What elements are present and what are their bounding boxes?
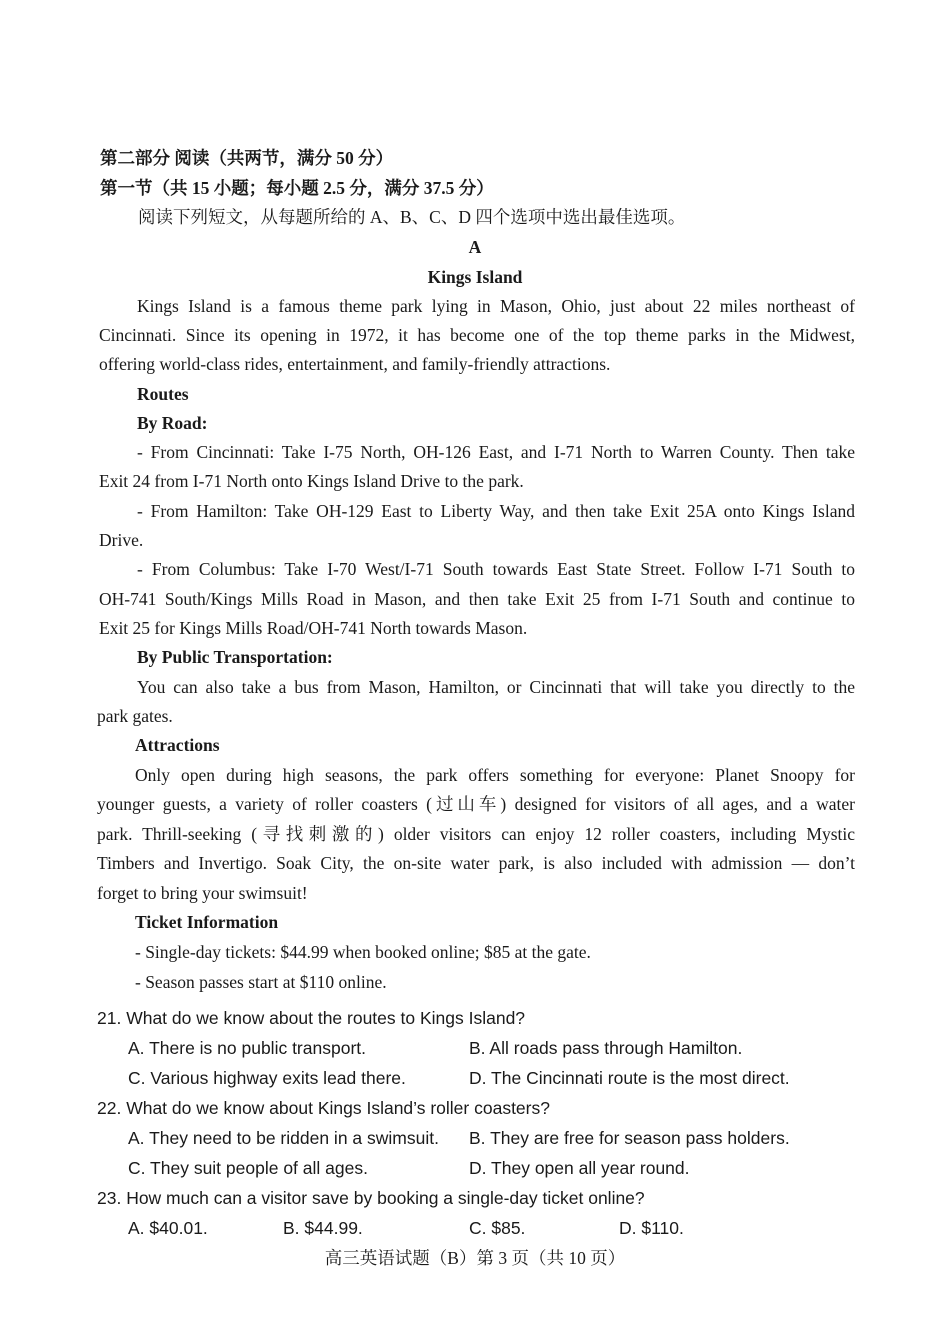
question-21-option-a[interactable]: A. There is no public transport. bbox=[128, 1038, 366, 1058]
question-23-option-c[interactable]: C. $85. bbox=[469, 1218, 526, 1238]
question-21-option-c[interactable]: C. Various highway exits lead there. bbox=[128, 1068, 406, 1088]
road-line: OH-741 South/Kings Mills Road in Mason, and then take Exit 25 from I-71 South and continue to bbox=[99, 589, 855, 609]
attraction-line: Only open during high seasons, the park offers something for everyone: Planet Snoopy for bbox=[135, 765, 855, 785]
intro-line: offering world-class rides, entertainment, and family-friendly attractions. bbox=[99, 354, 611, 374]
attraction-line: younger guests, a variety of roller coasters (过山车) designed for visitors of all ages, and a water bbox=[97, 794, 855, 814]
routes-heading: Routes bbox=[137, 384, 189, 404]
passage-title: Kings Island bbox=[427, 267, 523, 287]
road-line: - From Columbus: Take I-70 West/I-71 South towards East State Street. Follow I-71 South to bbox=[137, 559, 855, 579]
intro-line: Kings Island is a famous theme park lying in Mason, Ohio, just about 22 miles northeast of bbox=[137, 296, 855, 316]
question-22-option-d[interactable]: D. They open all year round. bbox=[469, 1158, 690, 1178]
road-line: - From Hamilton: Take OH-129 East to Liberty Way, and then take Exit 25A onto Kings Island bbox=[137, 501, 855, 521]
road-line: Exit 25 for Kings Mills Road/OH-741 North towards Mason. bbox=[99, 618, 528, 638]
instruction: 阅读下列短文，从每题所给的 A、B、C、D 四个选项中选出最佳选项。 bbox=[138, 207, 686, 227]
part-heading: 第二部分 阅读（共两节，满分 50 分） bbox=[100, 148, 394, 168]
section-heading: 第一节（共 15 小题；每小题 2.5 分，满分 37.5 分） bbox=[100, 178, 494, 198]
road-line: - From Cincinnati: Take I-75 North, OH-126 East, and I-71 North to Warren County. Then take bbox=[137, 442, 855, 462]
attraction-line: park. Thrill-seeking (寻找刺激的) older visitors can enjoy 12 roller coasters, including Mystic bbox=[97, 824, 855, 844]
question-23-stem: 23. How much can a visitor save by booking a single-day ticket online? bbox=[97, 1188, 645, 1208]
road-line: Exit 24 from I-71 North onto Kings Island Drive to the park. bbox=[99, 471, 524, 491]
ticket-heading: Ticket Information bbox=[135, 912, 279, 932]
road-line: Drive. bbox=[99, 530, 144, 550]
question-21-stem: 21. What do we know about the routes to Kings Island? bbox=[97, 1008, 526, 1028]
by-road-heading: By Road: bbox=[137, 413, 208, 433]
question-23-option-a[interactable]: A. $40.01. bbox=[128, 1218, 208, 1238]
question-23-option-d[interactable]: D. $110. bbox=[619, 1218, 684, 1238]
question-22-option-c[interactable]: C. They suit people of all ages. bbox=[128, 1158, 368, 1178]
attractions-heading: Attractions bbox=[135, 735, 220, 755]
attraction-line: Timbers and Invertigo. Soak City, the on-site water park, is also included with admission — don’t bbox=[97, 853, 855, 873]
question-21-option-b[interactable]: B. All roads pass through Hamilton. bbox=[469, 1038, 743, 1058]
question-23-option-b[interactable]: B. $44.99. bbox=[283, 1218, 363, 1238]
question-22-stem: 22. What do we know about Kings Island’s roller coasters? bbox=[97, 1098, 550, 1118]
public-line: park gates. bbox=[97, 706, 173, 726]
ticket-line: - Single-day tickets: $44.99 when booked online; $85 at the gate. bbox=[135, 942, 591, 962]
question-22-option-a[interactable]: A. They need to be ridden in a swimsuit. bbox=[128, 1128, 439, 1148]
passage-label: A bbox=[468, 237, 482, 257]
public-transport-heading: By Public Transportation: bbox=[137, 647, 333, 667]
intro-line: Cincinnati. Since its opening in 1972, it has become one of the top theme parks in the Midwest, bbox=[99, 325, 855, 345]
attraction-line: forget to bring your swimsuit! bbox=[97, 883, 308, 903]
question-22-option-b[interactable]: B. They are free for season pass holders. bbox=[469, 1128, 790, 1148]
question-21-option-d[interactable]: D. The Cincinnati route is the most direct. bbox=[469, 1068, 790, 1088]
page-footer: 高三英语试题（B）第 3 页（共 10 页） bbox=[324, 1248, 626, 1268]
ticket-line: - Season passes start at $110 online. bbox=[135, 972, 387, 992]
public-line: You can also take a bus from Mason, Hamilton, or Cincinnati that will take you directly to the bbox=[137, 677, 855, 697]
